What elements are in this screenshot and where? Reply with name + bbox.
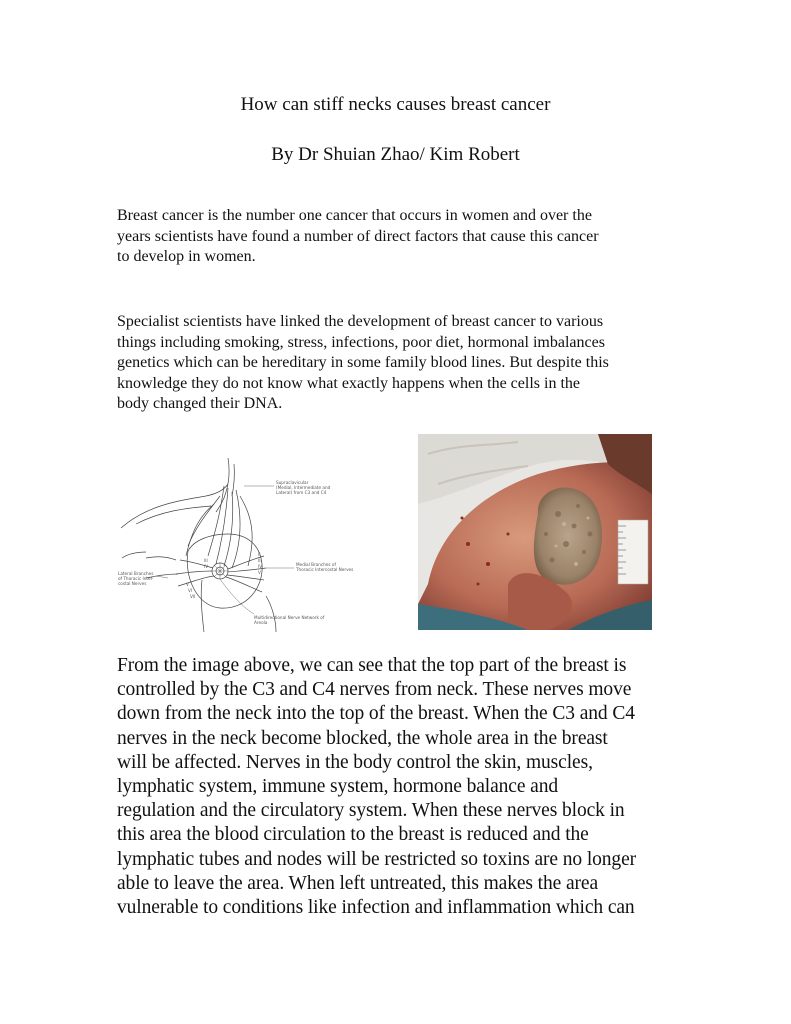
paragraph-line: vulnerable to conditions like infection and inflammation which can bbox=[117, 897, 635, 919]
intro-paragraph bbox=[117, 206, 682, 268]
diagram-label-medial-2: Thoracic Intercostal Nerves bbox=[296, 567, 354, 572]
paragraph-line: will be affected. Nerves in the body control the skin, muscles, bbox=[117, 751, 593, 773]
breast-nerve-diagram bbox=[116, 456, 378, 634]
causes-paragraph bbox=[117, 312, 682, 415]
diagram-roman-left-2: IV bbox=[204, 564, 209, 569]
paragraph-line: things including smoking, stress, infections, poor diet, hormonal imbalances bbox=[117, 333, 605, 351]
paragraph-line: Breast cancer is the number one cancer that occurs in women and over the bbox=[117, 207, 592, 224]
diagram-label-supraclavicular-2: (Medial, Intermediate and bbox=[276, 485, 331, 490]
diagram-roman-right-1: II bbox=[258, 552, 261, 557]
diagram-roman-left-3: V bbox=[186, 582, 189, 587]
paragraph-line: nerves in the neck become blocked, the whole area in the breast bbox=[117, 727, 608, 749]
paragraph-line: lymphatic tubes and nodes will be restricted so toxins are no longer bbox=[117, 848, 637, 870]
diagram-roman-left-4: VI bbox=[188, 588, 193, 593]
diagram-roman-right-3: IV bbox=[258, 564, 263, 569]
paragraph-line: lymphatic system, immune system, hormone balance and bbox=[117, 776, 559, 798]
paragraph-line: body changed their DNA. bbox=[117, 395, 283, 412]
diagram-label-network-1: Multidirectional Nerve Network of bbox=[254, 615, 325, 620]
paragraph-line: From the image above, we can see that the top part of the breast is bbox=[117, 655, 627, 676]
paragraph-line: able to leave the area. When left untreated, this makes the area bbox=[117, 872, 599, 894]
explanation-paragraph bbox=[117, 654, 682, 920]
paragraph-line: to develop in women. bbox=[117, 248, 256, 265]
paragraph-line: Specialist scientists have linked the development of breast cancer to various bbox=[117, 313, 604, 330]
paragraph-line: regulation and the circulatory system. When these nerves block in bbox=[117, 800, 625, 822]
diagram-roman-right-2: III bbox=[258, 558, 262, 563]
paragraph-line: years scientists have found a number of direct factors that cause this cancer bbox=[117, 227, 599, 245]
paragraph-line: genetics which can be hereditary in some family blood lines. But despite this bbox=[117, 354, 609, 371]
paragraph-line: knowledge they do not know what exactly happens when the cells in the bbox=[117, 374, 580, 392]
document-title: How can stiff necks causes breast cancer bbox=[240, 94, 551, 115]
breast-lesion-photo bbox=[418, 434, 652, 630]
paragraph-line: down from the neck into the top of the breast. When the C3 and C4 bbox=[117, 703, 635, 725]
diagram-roman-left-1: III bbox=[204, 558, 208, 563]
diagram-label-lateral-2: of Thoracic Inter- bbox=[118, 576, 154, 581]
diagram-roman-right-4: V bbox=[258, 570, 261, 575]
diagram-label-supraclavicular-3: Lateral) from C3 and C4 bbox=[276, 490, 327, 495]
diagram-label-medial-1: Medial Branches of bbox=[296, 562, 336, 567]
paragraph-line: controlled by the C3 and C4 nerves from neck. These nerves move bbox=[117, 679, 632, 701]
diagram-roman-left-5: VII bbox=[190, 594, 196, 599]
diagram-label-network-2: Areola bbox=[254, 620, 268, 625]
document-byline: By Dr Shuian Zhao/ Kim Robert bbox=[271, 144, 520, 165]
diagram-label-supraclavicular-1: Supraclavicular bbox=[276, 480, 309, 485]
paragraph-line: this area the blood circulation to the breast is reduced and the bbox=[117, 824, 589, 846]
diagram-label-lateral-3: costal Nerves bbox=[118, 581, 147, 586]
diagram-label-lateral-1: Lateral Branches bbox=[118, 571, 154, 576]
